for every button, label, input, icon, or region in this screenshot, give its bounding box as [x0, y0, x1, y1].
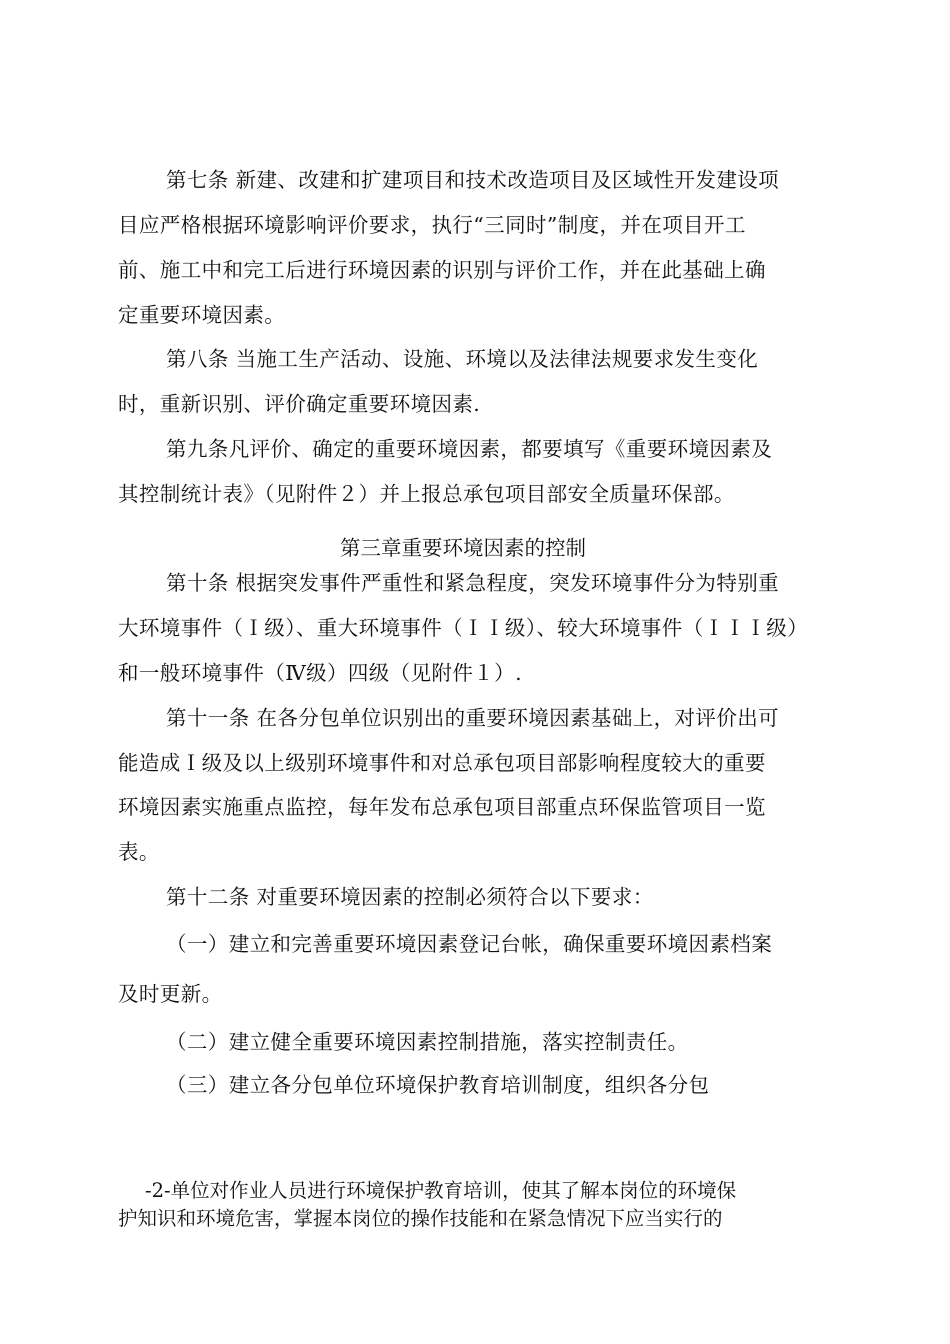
article-8-line-2: 时，重新识别、评价确定重要环境因素.: [118, 392, 481, 416]
article-10-line-2: 大环境事件（Ｉ级）、重大环境事件（ＩＩ级）、较大环境事件（ＩＩＩ级）: [118, 616, 809, 640]
article-11-line-3: 环境因素实施重点监控，每年发布总承包项目部重点环保监管项目一览: [118, 795, 766, 819]
article-12-item-1-line-2: 及时更新。: [118, 982, 223, 1006]
footer-line-2: 护知识和环境危害，掌握本岗位的操作技能和在紧急情况下应当实行的: [118, 1207, 723, 1230]
article-7-line-3: 前、施工中和完工后进行环境因素的识别与评价工作，并在此基础上确: [118, 258, 766, 282]
article-10-line-1: 第十条 根据突发事件严重性和紧急程度，突发环境事件分为特别重: [166, 571, 780, 595]
article-7-line-1: 第七条 新建、改建和扩建项目和技术改造项目及区域性开发建设项: [166, 168, 780, 192]
article-7-line-2: 目应严格根据环境影响评价要求，执行“三同时”制度，并在项目开工: [118, 213, 746, 237]
article-7-line-4: 定重要环境因素。: [118, 303, 286, 327]
article-8-line-1: 第八条 当施工生产活动、设施、环境以及法律法规要求发生变化: [166, 347, 759, 371]
article-11-line-1: 第十一条 在各分包单位识别出的重要环境因素基础上，对评价出可: [166, 706, 780, 730]
article-9-line-2: 其控制统计表》（见附件２）并上报总承包项目部安全质量环保部。: [118, 482, 735, 506]
footer-line-1-text: 单位对作业人员进行环境保护教育培训，使其了解本岗位的环境保: [170, 1179, 737, 1202]
article-11-line-4: 表。: [118, 840, 160, 864]
article-10-line-3: 和一般环境事件（Ⅳ级）四级（见附件１）.: [118, 661, 522, 685]
footer-line-1: [145, 1178, 736, 1204]
article-12-item-2: （二）建立健全重要环境因素控制措施，落实控制责任。: [166, 1030, 689, 1054]
chapter-3-heading: 第三章重要环境因素的控制: [340, 536, 586, 560]
article-12-item-1-line-1: （一）建立和完善重要环境因素登记台帐，确保重要环境因素档案: [166, 932, 773, 956]
article-12-intro: 第十二条 对重要环境因素的控制必须符合以下要求：: [166, 885, 654, 909]
article-11-line-2: 能造成Ｉ级及以上级别环境事件和对总承包项目部影响程度较大的重要: [118, 751, 766, 775]
article-9-line-1: 第九条凡评价、确定的重要环境因素，都要填写《重要环境因素及: [166, 437, 773, 461]
article-12-item-3: （三）建立各分包单位环境保护教育培训制度，组织各分包: [166, 1073, 710, 1097]
page-number-marker: -2-: [145, 1179, 171, 1202]
